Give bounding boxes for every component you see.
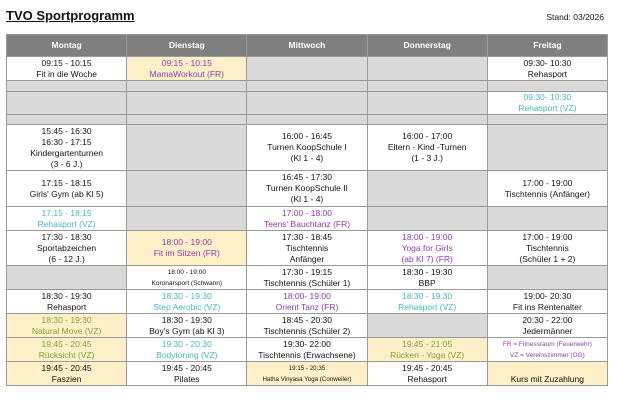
slot-empty bbox=[367, 115, 487, 125]
table-row bbox=[7, 115, 608, 125]
table-row bbox=[7, 57, 608, 81]
slot: 19:45 - 21:05 Rücken - Yoga (VZ) bbox=[367, 338, 487, 362]
slot: 09:15 - 10:15 MamaWorkout (FR) bbox=[127, 57, 247, 81]
slot: 16:00 - 16:45 Turnen KoopSchule I (Kl 1 - 4) bbox=[247, 125, 367, 171]
table-row bbox=[7, 314, 608, 338]
day-header: Dienstag bbox=[127, 35, 247, 57]
slot: 17:15 - 18:15 Rehasport (VZ) bbox=[7, 207, 127, 231]
slot-empty bbox=[7, 81, 127, 92]
slot: 16:00 - 17:00 Eltern - Kind -Turnen (1 - 3 J.) bbox=[367, 125, 487, 171]
day-header-row bbox=[7, 35, 608, 57]
slot: 19:15 - 20:35 Hatha Vinyasa Yoga (Conweiler) bbox=[247, 362, 367, 386]
legend-note: FR = Fitnessraum (Feuerwehr) VZ = Vereinszimmer (OG) bbox=[487, 338, 607, 362]
day-header: Donnerstag bbox=[367, 35, 487, 57]
slot: 18:30 - 19:30 Rehasport bbox=[7, 290, 127, 314]
slot: 19:45 - 20:45 Pilates bbox=[127, 362, 247, 386]
table-row bbox=[7, 125, 608, 171]
table-row bbox=[7, 92, 608, 115]
slot: 09:30- 10:30 Rehasport bbox=[487, 57, 607, 81]
slot: 18:00 - 19:00 Yoga for Girls (ab Kl 7) (FR) bbox=[367, 231, 487, 266]
slot: 17:15 - 18:15 Girls' Gym (ab Kl 5) bbox=[7, 171, 127, 207]
slot-empty bbox=[487, 266, 607, 290]
slot-empty bbox=[7, 266, 127, 290]
slot-empty bbox=[487, 125, 607, 171]
slot-empty bbox=[127, 207, 247, 231]
slot-empty bbox=[487, 115, 607, 125]
slot-empty bbox=[367, 314, 487, 338]
slot-empty bbox=[247, 81, 367, 92]
slot-empty bbox=[367, 92, 487, 115]
slot: 18:00- 19:00 Orient Tanz (FR) bbox=[247, 290, 367, 314]
table-row bbox=[7, 207, 608, 231]
header bbox=[0, 0, 618, 30]
slot: 19:45 - 20:45 Rehasport bbox=[367, 362, 487, 386]
slot-empty bbox=[127, 171, 247, 207]
slot: 19:30- 22:00 Tischtennis (Erwachsene) bbox=[247, 338, 367, 362]
slot: 18:30 - 19:30 Natural Move (VZ) bbox=[7, 314, 127, 338]
page-title: TVO Sportprogramm bbox=[6, 8, 135, 23]
slot-empty bbox=[127, 81, 247, 92]
table-row bbox=[7, 290, 608, 314]
slot-empty bbox=[367, 171, 487, 207]
table-row bbox=[7, 266, 608, 290]
table-row bbox=[7, 171, 608, 207]
slot: 09:30- 10:30 Rehasport (VZ) bbox=[487, 92, 607, 115]
slot-empty bbox=[247, 115, 367, 125]
slot: 18:30 - 19:30 Rehasport (VZ) bbox=[367, 290, 487, 314]
slot-empty bbox=[127, 125, 247, 171]
slot: 19:45 - 20:45 Rücksicht (VZ) bbox=[7, 338, 127, 362]
slot: 20:30 - 22:00 Jedermänner bbox=[487, 314, 607, 338]
slot: 15:45 - 16:30 16:30 - 17:15 Kindergartenturnen (3 - 6 J.) bbox=[7, 125, 127, 171]
slot-empty bbox=[487, 207, 607, 231]
slot-empty bbox=[367, 207, 487, 231]
slot: 18:00 - 19:00 Koronarsport (Schwann) bbox=[127, 266, 247, 290]
slot-empty bbox=[367, 81, 487, 92]
slot-empty bbox=[127, 115, 247, 125]
slot: 19:45 - 20:45 Faszien bbox=[7, 362, 127, 386]
slot-empty bbox=[7, 115, 127, 125]
slot: 17:00 - 18:00 Teens' Bauchtanz (FR) bbox=[247, 207, 367, 231]
slot: 16:45 - 17:30 Turnen KoopSchule II (Kl 1 - 4) bbox=[247, 171, 367, 207]
slot: 18:45 - 20:30 Tischtennis (Schüler 2) bbox=[247, 314, 367, 338]
legend-note: Kurs mit Zuzahlung bbox=[487, 362, 607, 386]
table-row bbox=[7, 81, 608, 92]
slot-empty bbox=[7, 92, 127, 115]
slot: 19:00- 20:30 Fit ins Rentenalter bbox=[487, 290, 607, 314]
slot: 09:15 - 10:15 Fit in die Woche bbox=[7, 57, 127, 81]
slot: 17:30 - 18:30 Sportabzeichen (6 - 12 J.) bbox=[7, 231, 127, 266]
slot: 19:30 - 20:30 Bodytoning (VZ) bbox=[127, 338, 247, 362]
schedule-table bbox=[6, 34, 608, 386]
day-header: Mittwoch bbox=[247, 35, 367, 57]
day-header: Freitag bbox=[487, 35, 607, 57]
slot: 18:30 - 19:30 Boy's Gym (ab Kl 3) bbox=[127, 314, 247, 338]
slot: 18:30 - 19:30 BBP bbox=[367, 266, 487, 290]
slot: 17:30 - 18:45 Tischtennis Anfänger bbox=[247, 231, 367, 266]
day-header: Montag bbox=[7, 35, 127, 57]
slot-empty bbox=[247, 57, 367, 81]
slot: 17:00 - 19:00 Tischtennis (Schüler 1 + 2) bbox=[487, 231, 607, 266]
slot: 18:00 - 19:00 Fit im Sitzen (FR) bbox=[127, 231, 247, 266]
slot-empty bbox=[247, 92, 367, 115]
slot-empty bbox=[487, 81, 607, 92]
schedule bbox=[6, 34, 608, 386]
table-row bbox=[7, 231, 608, 266]
slot: 17:00 - 19:00 Tischtennis (Anfänger) bbox=[487, 171, 607, 207]
slot: 18:30 - 19:30 Step Aerobic (VZ) bbox=[127, 290, 247, 314]
slot-empty bbox=[127, 92, 247, 115]
slot: 17:30 - 19:15 Tischtennis (Schüler 1) bbox=[247, 266, 367, 290]
slot-empty bbox=[367, 57, 487, 81]
table-row bbox=[7, 338, 608, 362]
table-row bbox=[7, 362, 608, 386]
stand-date: Stand: 03/2026 bbox=[546, 12, 604, 22]
